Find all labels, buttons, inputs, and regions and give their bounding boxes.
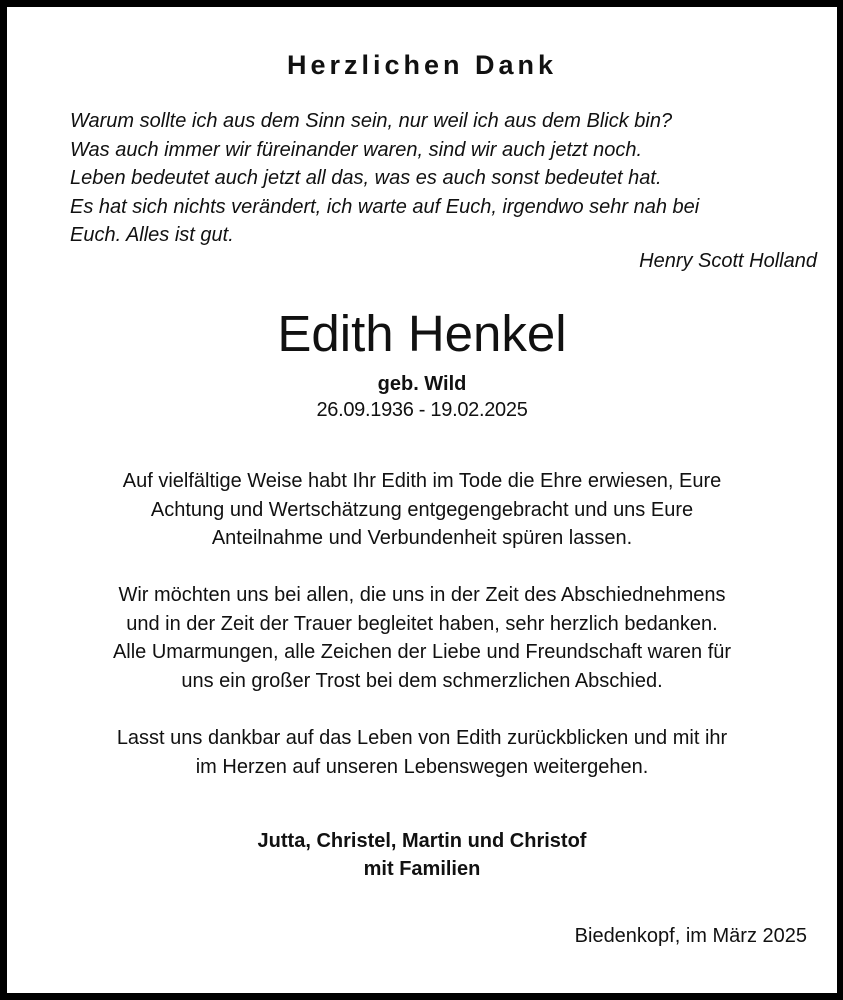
paragraph-line: Auf vielfältige Weise habt Ihr Edith im Tode die Ehre erwiesen, Eure: [122, 470, 722, 492]
paragraph-thanks: [7, 467, 837, 553]
paragraph-line: Wir möchten uns bei allen, die uns in der Zeit des Abschiednehmens: [118, 584, 726, 606]
life-dates: 26.09.1936 - 19.02.2025: [316, 399, 528, 421]
notice-title: Herzlichen Dank: [286, 50, 558, 80]
poem-line: Es hat sich nichts verändert, ich warte auf Euch, irgendwo sehr nah bei: [70, 195, 700, 218]
poem-author: Henry Scott Holland: [639, 250, 817, 272]
paragraph-line: Lasst uns dankbar auf das Leben von Edith zurückblicken und mit ihr: [116, 727, 728, 749]
poem-line: Euch. Alles ist gut.: [70, 224, 234, 246]
paragraph-gratitude: [7, 581, 837, 695]
poem-line: Warum sollte ich aus dem Sinn sein, nur weil ich aus dem Blick bin?: [70, 110, 673, 132]
poem-line: Leben bedeutet auch jetzt all das, was es auch sonst bedeutet hat.: [70, 167, 662, 189]
paragraph-line: Alle Umarmungen, alle Zeichen der Liebe und Freundschaft waren für: [112, 641, 732, 663]
paragraph-line: uns ein großer Trost bei dem schmerzlichen Abschied.: [181, 669, 663, 692]
paragraph-line: und in der Zeit der Trauer begleitet haben, sehr herzlich bedanken.: [126, 612, 718, 635]
deceased-name: Edith Henkel: [277, 305, 567, 362]
poem: [70, 107, 699, 250]
poem-line: Was auch immer wir füreinander waren, sind wir auch jetzt noch.: [70, 138, 643, 161]
place-date: Biedenkopf, im März 2025: [574, 925, 807, 947]
paragraph-remembrance: [7, 724, 837, 781]
obituary-notice: [7, 7, 837, 993]
paragraph-line: im Herzen auf unseren Lebenswegen weitergehen.: [195, 755, 649, 778]
signers: [7, 827, 837, 883]
signers-family: mit Familien: [363, 858, 481, 880]
maiden-name: geb. Wild: [377, 373, 467, 395]
paragraph-line: Anteilnahme und Verbundenheit spüren lassen.: [211, 527, 633, 549]
paragraph-line: Achtung und Wertschätzung entgegengebracht und uns Eure: [150, 498, 694, 521]
signers-names: Jutta, Christel, Martin und Christof: [257, 830, 587, 852]
